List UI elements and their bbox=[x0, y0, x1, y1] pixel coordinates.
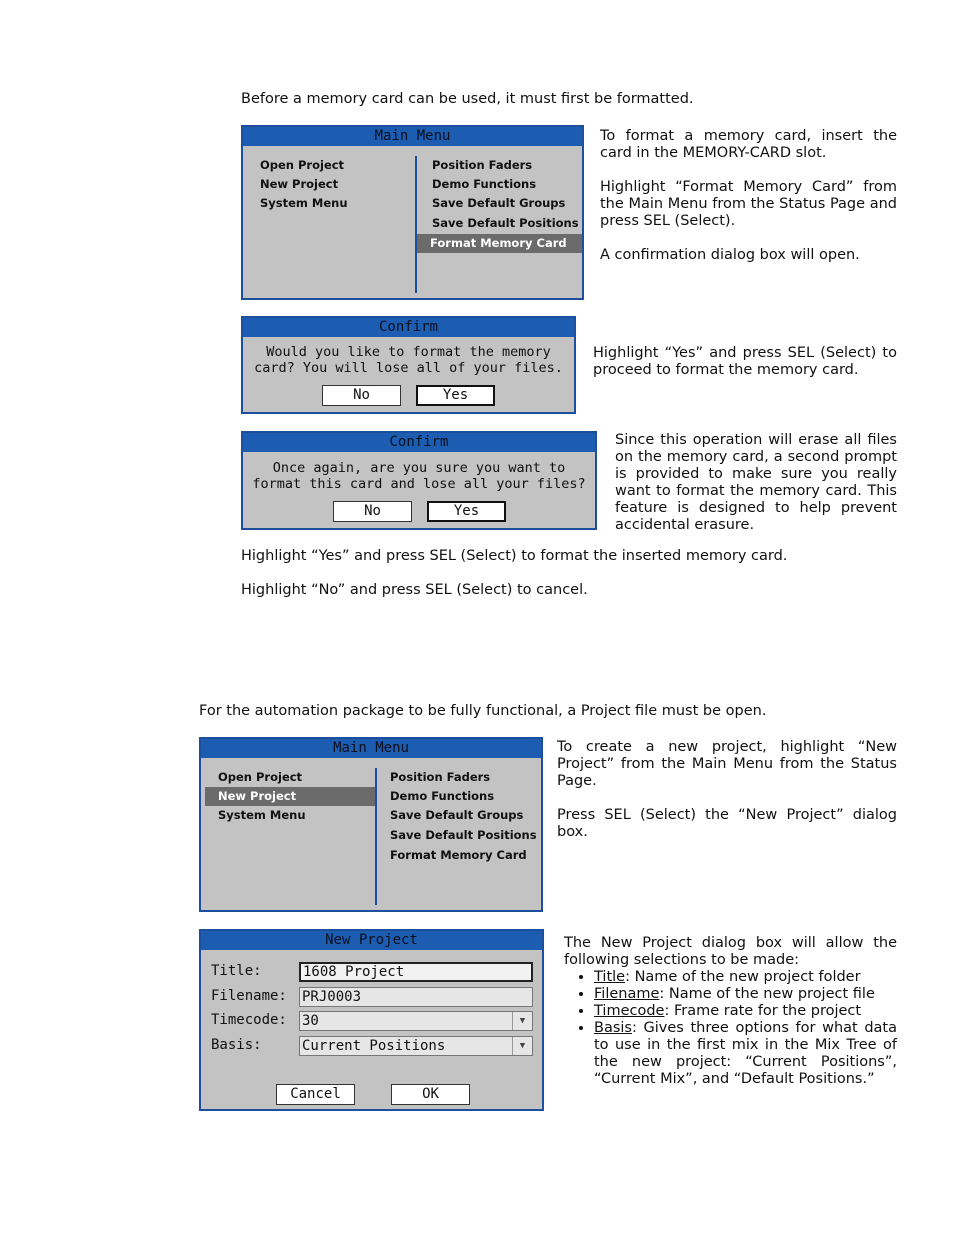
menu-item-open-project[interactable]: Open Project bbox=[218, 770, 303, 784]
menu-divider bbox=[415, 156, 417, 293]
menu-item-system-menu[interactable]: System Menu bbox=[218, 808, 306, 822]
confirm-dialog-2 bbox=[241, 431, 597, 530]
side-text-1-p2: Highlight “Format Memory Card” from the Main Menu from the Status Page and press SEL (Select). bbox=[600, 179, 897, 229]
menu-item-position-faders[interactable]: Position Faders bbox=[390, 770, 491, 784]
menu-item-save-default-groups[interactable]: Save Default Groups bbox=[432, 196, 566, 210]
menu-item-demo-functions[interactable]: Demo Functions bbox=[432, 177, 537, 191]
basis-label: Basis: bbox=[211, 1037, 262, 1053]
menu-item-demo-functions[interactable]: Demo Functions bbox=[390, 789, 495, 803]
timecode-value: 30 bbox=[302, 1013, 319, 1029]
menu-divider bbox=[375, 768, 377, 905]
no-button[interactable]: No bbox=[333, 501, 412, 522]
dialog-title: New Project bbox=[201, 931, 542, 950]
dialog-title: Confirm bbox=[243, 433, 595, 452]
list-item-term: Title bbox=[594, 969, 626, 985]
confirm-message-line-2: format this card and lose all your files? bbox=[252, 476, 586, 492]
list-item-term: Timecode bbox=[594, 1003, 665, 1019]
side-text-4-p2: Press SEL (Select) the “New Project” dialog box. bbox=[557, 807, 897, 840]
dialog-title: Main Menu bbox=[201, 739, 541, 758]
intro-project: For the automation package to be fully functional, a Project file must be open. bbox=[199, 703, 767, 719]
menu-item-system-menu[interactable]: System Menu bbox=[260, 196, 348, 210]
basis-value: Current Positions bbox=[302, 1038, 446, 1054]
list-item-desc: : Name of the new project folder bbox=[625, 969, 861, 985]
title-label: Title: bbox=[211, 963, 262, 979]
yes-button[interactable]: Yes bbox=[416, 385, 495, 406]
list-item bbox=[594, 1003, 897, 1020]
side-text-4-p1: To create a new project, highlight “New Project” from the Main Menu from the Status Page. bbox=[557, 739, 897, 789]
cancel-button[interactable]: Cancel bbox=[276, 1084, 355, 1105]
yes-button[interactable]: Yes bbox=[427, 501, 506, 522]
ok-button[interactable]: OK bbox=[391, 1084, 470, 1105]
confirm-message-line-1: Once again, are you sure you want to bbox=[272, 460, 566, 476]
side-text-1-p1: To format a memory card, insert the card in the MEMORY-CARD slot. bbox=[600, 128, 897, 161]
filename-label: Filename: bbox=[211, 988, 287, 1004]
filename-input[interactable]: PRJ0003 bbox=[299, 987, 533, 1007]
menu-item-save-default-positions[interactable]: Save Default Positions bbox=[390, 828, 537, 842]
side-text-3: Since this operation will erase all files on the memory card, a second prompt is provided to make sure you really want to format the memory card. This feature is designed to help prevent accidental erasure. bbox=[615, 432, 897, 533]
menu-item-format-memory-card[interactable]: Format Memory Card bbox=[390, 848, 527, 862]
list-item-desc: : Name of the new project file bbox=[659, 986, 875, 1002]
list-item-term: Filename bbox=[594, 986, 660, 1002]
no-button[interactable]: No bbox=[322, 385, 401, 406]
chevron-down-icon[interactable]: ▼ bbox=[512, 1012, 532, 1030]
confirm-dialog-1 bbox=[241, 316, 576, 414]
chevron-down-icon[interactable]: ▼ bbox=[512, 1037, 532, 1055]
menu-item-save-default-groups[interactable]: Save Default Groups bbox=[390, 808, 524, 822]
dialog-title: Confirm bbox=[243, 318, 574, 337]
menu-item-save-default-positions[interactable]: Save Default Positions bbox=[432, 216, 579, 230]
list-item bbox=[594, 986, 897, 1003]
menu-item-position-faders[interactable]: Position Faders bbox=[432, 158, 533, 172]
list-item bbox=[594, 1020, 897, 1088]
menu-item-new-project[interactable]: New Project bbox=[205, 787, 375, 806]
basis-select[interactable] bbox=[299, 1036, 533, 1056]
instruction-no: Highlight “No” and press SEL (Select) to cancel. bbox=[241, 582, 588, 598]
dialog-title: Main Menu bbox=[243, 127, 582, 146]
intro-format: Before a memory card can be used, it must first be formatted. bbox=[241, 91, 694, 107]
list-item bbox=[594, 969, 897, 986]
side-text-1 bbox=[600, 128, 897, 264]
menu-item-new-project[interactable]: New Project bbox=[260, 177, 339, 191]
title-input[interactable]: 1608 Project bbox=[299, 962, 533, 982]
side-text-5 bbox=[564, 935, 897, 969]
side-text-1-p3: A confirmation dialog box will open. bbox=[600, 247, 860, 263]
side-text-4 bbox=[557, 739, 897, 841]
list-item-desc: : Gives three options for what data to use in the first mix in the Mix Tree of the new project: “Current Positions”, “Current Mix”, and “Default Positions.” bbox=[594, 1020, 897, 1087]
confirm-message-line-2: card? You will lose all of your files. bbox=[254, 360, 563, 376]
side-text-2: Highlight “Yes” and press SEL (Select) to proceed to format the memory card. bbox=[593, 345, 897, 378]
new-project-dialog bbox=[199, 929, 544, 1111]
menu-item-open-project[interactable]: Open Project bbox=[260, 158, 345, 172]
side-text-5-intro: The New Project dialog box will allow the following selections to be made: bbox=[564, 935, 897, 968]
main-menu-dialog-2 bbox=[199, 737, 543, 912]
list-item-desc: : Frame rate for the project bbox=[664, 1003, 862, 1019]
instruction-yes: Highlight “Yes” and press SEL (Select) to format the inserted memory card. bbox=[241, 548, 788, 564]
timecode-select[interactable] bbox=[299, 1011, 533, 1031]
menu-item-format-memory-card[interactable]: Format Memory Card bbox=[417, 234, 582, 253]
confirm-message-line-1: Would you like to format the memory bbox=[266, 344, 551, 360]
selection-list bbox=[564, 969, 897, 1088]
main-menu-dialog-1 bbox=[241, 125, 584, 300]
list-item-term: Basis bbox=[594, 1020, 632, 1036]
timecode-label: Timecode: bbox=[211, 1012, 287, 1028]
